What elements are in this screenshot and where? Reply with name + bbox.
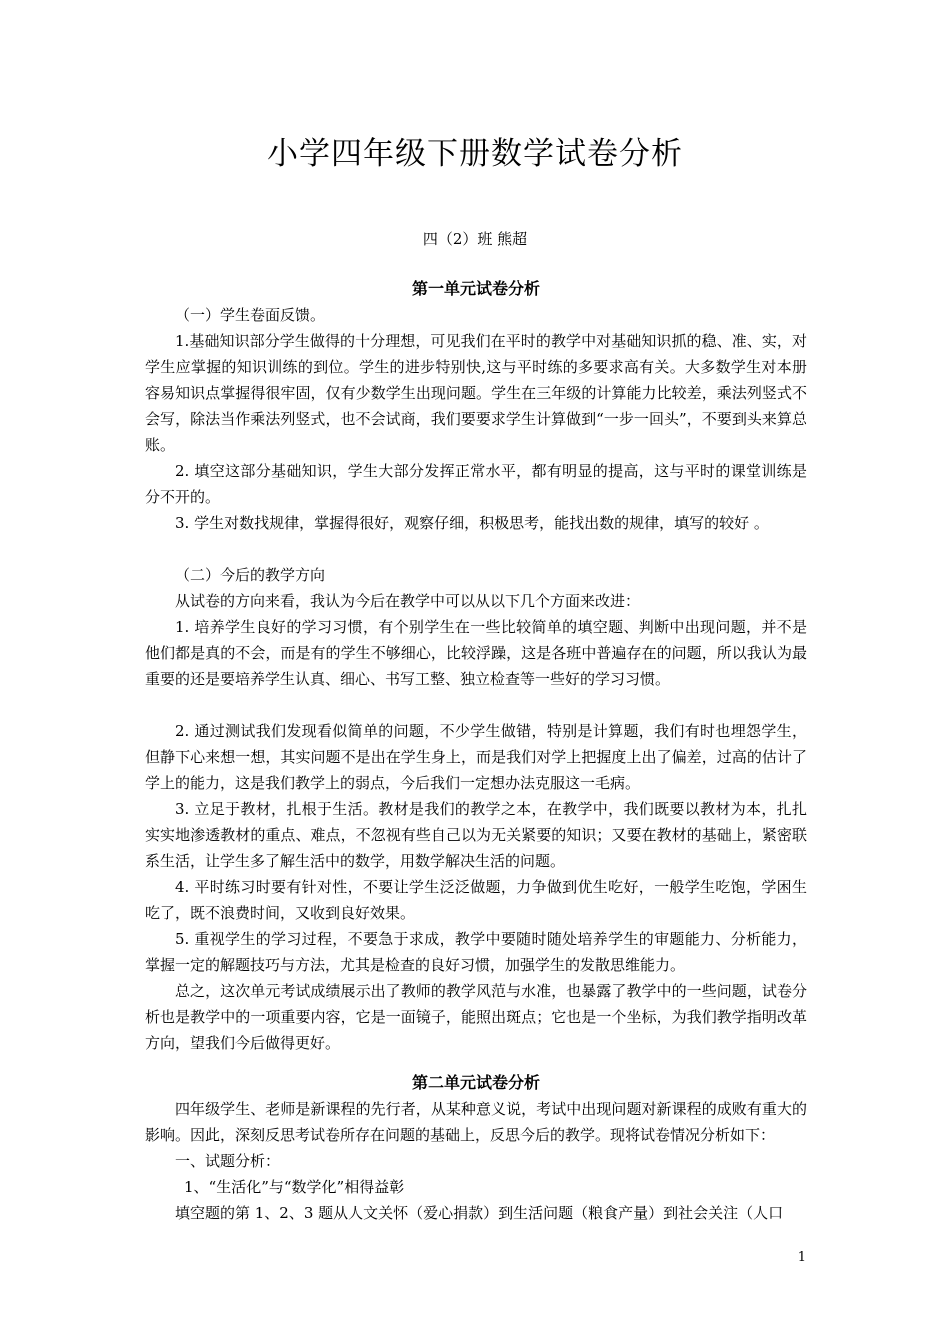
unit1-item: 5. 重视学生的学习过程，不要急于求成，教学中要随时随处培养学生的审题能力、分析能力，掌握一定的解题技巧与方法，尤其是检查的良好习惯，加强学生的发散思维能力。 bbox=[145, 930, 807, 974]
page-number: 1 bbox=[797, 1250, 806, 1265]
unit1-part1-heading: （一）学生卷面反馈。 bbox=[175, 306, 326, 324]
blank-line bbox=[145, 536, 807, 562]
document-title: 小学四年级下册数学试卷分析 bbox=[267, 136, 683, 172]
unit1-heading: 第一单元试卷分析 bbox=[411, 279, 540, 298]
unit2-subsection-heading: 1、“生活化”与“数学化”相得益彰 bbox=[184, 1178, 405, 1196]
unit1-part2-intro: 从试卷的方向来看，我认为今后在教学中可以从以下几个方面来改进： bbox=[175, 592, 641, 610]
unit1-item: 1. 培养学生良好的学习习惯，有个别学生在一些比较简单的填空题、判断中出现问题，并不是他们都是真的不会，而是有的学生不够细心，比较浮躁，这是各班中普遍存在的问题，所以我认为最重要的还是要培养学生认真、细心、书写工整、独立检查等一些好的学习习惯。 bbox=[145, 618, 807, 688]
unit2-paragraph: 填空题的第 1、2、3 题从人文关怀（爱心捐款）到生活问题（粮食产量）到社会关注（人口 bbox=[175, 1204, 784, 1222]
unit1-item: 4. 平时练习时要有针对性，不要让学生泛泛做题，力争做到优生吃好，一般学生吃饱，学困生吃了，既不浪费时间，又收到良好效果。 bbox=[145, 878, 807, 922]
unit1-paragraph: 3. 学生对数找规律，掌握得很好，观察仔细，积极思考，能找出数的规律，填写的较好 。 bbox=[175, 514, 769, 532]
author-line: 四（2）班 熊超 bbox=[422, 230, 528, 248]
unit1-summary: 总之，这次单元考试成绩展示出了教师的教学风范与水准，也暴露了教学中的一些问题，试卷分析也是教学中的一项重要内容，它是一面镜子，能照出斑点；它也是一个坐标，为我们教学指明改革方向，望我们今后做得更好。 bbox=[145, 982, 807, 1052]
blank-line bbox=[145, 692, 807, 718]
unit2-intro: 四年级学生、老师是新课程的先行者，从某种意义说，考试中出现问题对新课程的成败有重大的影响。因此，深刻反思考试卷所存在问题的基础上，反思今后的教学。现将试卷情况分析如下： bbox=[145, 1100, 807, 1144]
unit1-part2-heading: （二）今后的教学方向 bbox=[175, 566, 326, 584]
unit1-paragraph: 2. 填空这部分基础知识，学生大部分发挥正常水平，都有明显的提高，这与平时的课堂训练是分不开的。 bbox=[145, 462, 807, 506]
unit1-item: 2. 通过测试我们发现看似简单的问题，不少学生做错，特别是计算题，我们有时也埋怨学生，但静下心来想一想，其实问题不是出在学生身上，而是我们对学上把握度上出了偏差，过高的估计了学上的能力，这是我们教学上的弱点，今后我们一定想办法克服这一毛病。 bbox=[145, 722, 807, 792]
unit2-section-heading: 一、试题分析： bbox=[175, 1152, 281, 1170]
unit2-heading: 第二单元试卷分析 bbox=[411, 1073, 540, 1092]
blank-line bbox=[145, 1056, 807, 1070]
unit1-paragraph: 1.基础知识部分学生做得的十分理想，可见我们在平时的教学中对基础知识抓的稳、准、实，对学生应掌握的知识训练的到位。学生的进步特别快,这与平时练的多要求高有关。大多数学生对本册容易知识点掌握得很牢固，仅有少数学生出现问题。学生在三年级的计算能力比较差，乘法列竖式不会写，除法当作乘法列竖式，也不会试商，我们要要求学生计算做到“一步一回头”，不要到头来算总账。 bbox=[145, 332, 807, 454]
document-body bbox=[145, 276, 807, 1226]
unit1-item: 3. 立足于教材，扎根于生活。教材是我们的教学之本，在教学中，我们既要以教材为本，扎扎实实地渗透教材的重点、难点，不忽视有些自己以为无关紧要的知识；又要在教材的基础上，紧密联系生活，让学生多了解生活中的数学，用数学解决生活的问题。 bbox=[145, 800, 807, 870]
